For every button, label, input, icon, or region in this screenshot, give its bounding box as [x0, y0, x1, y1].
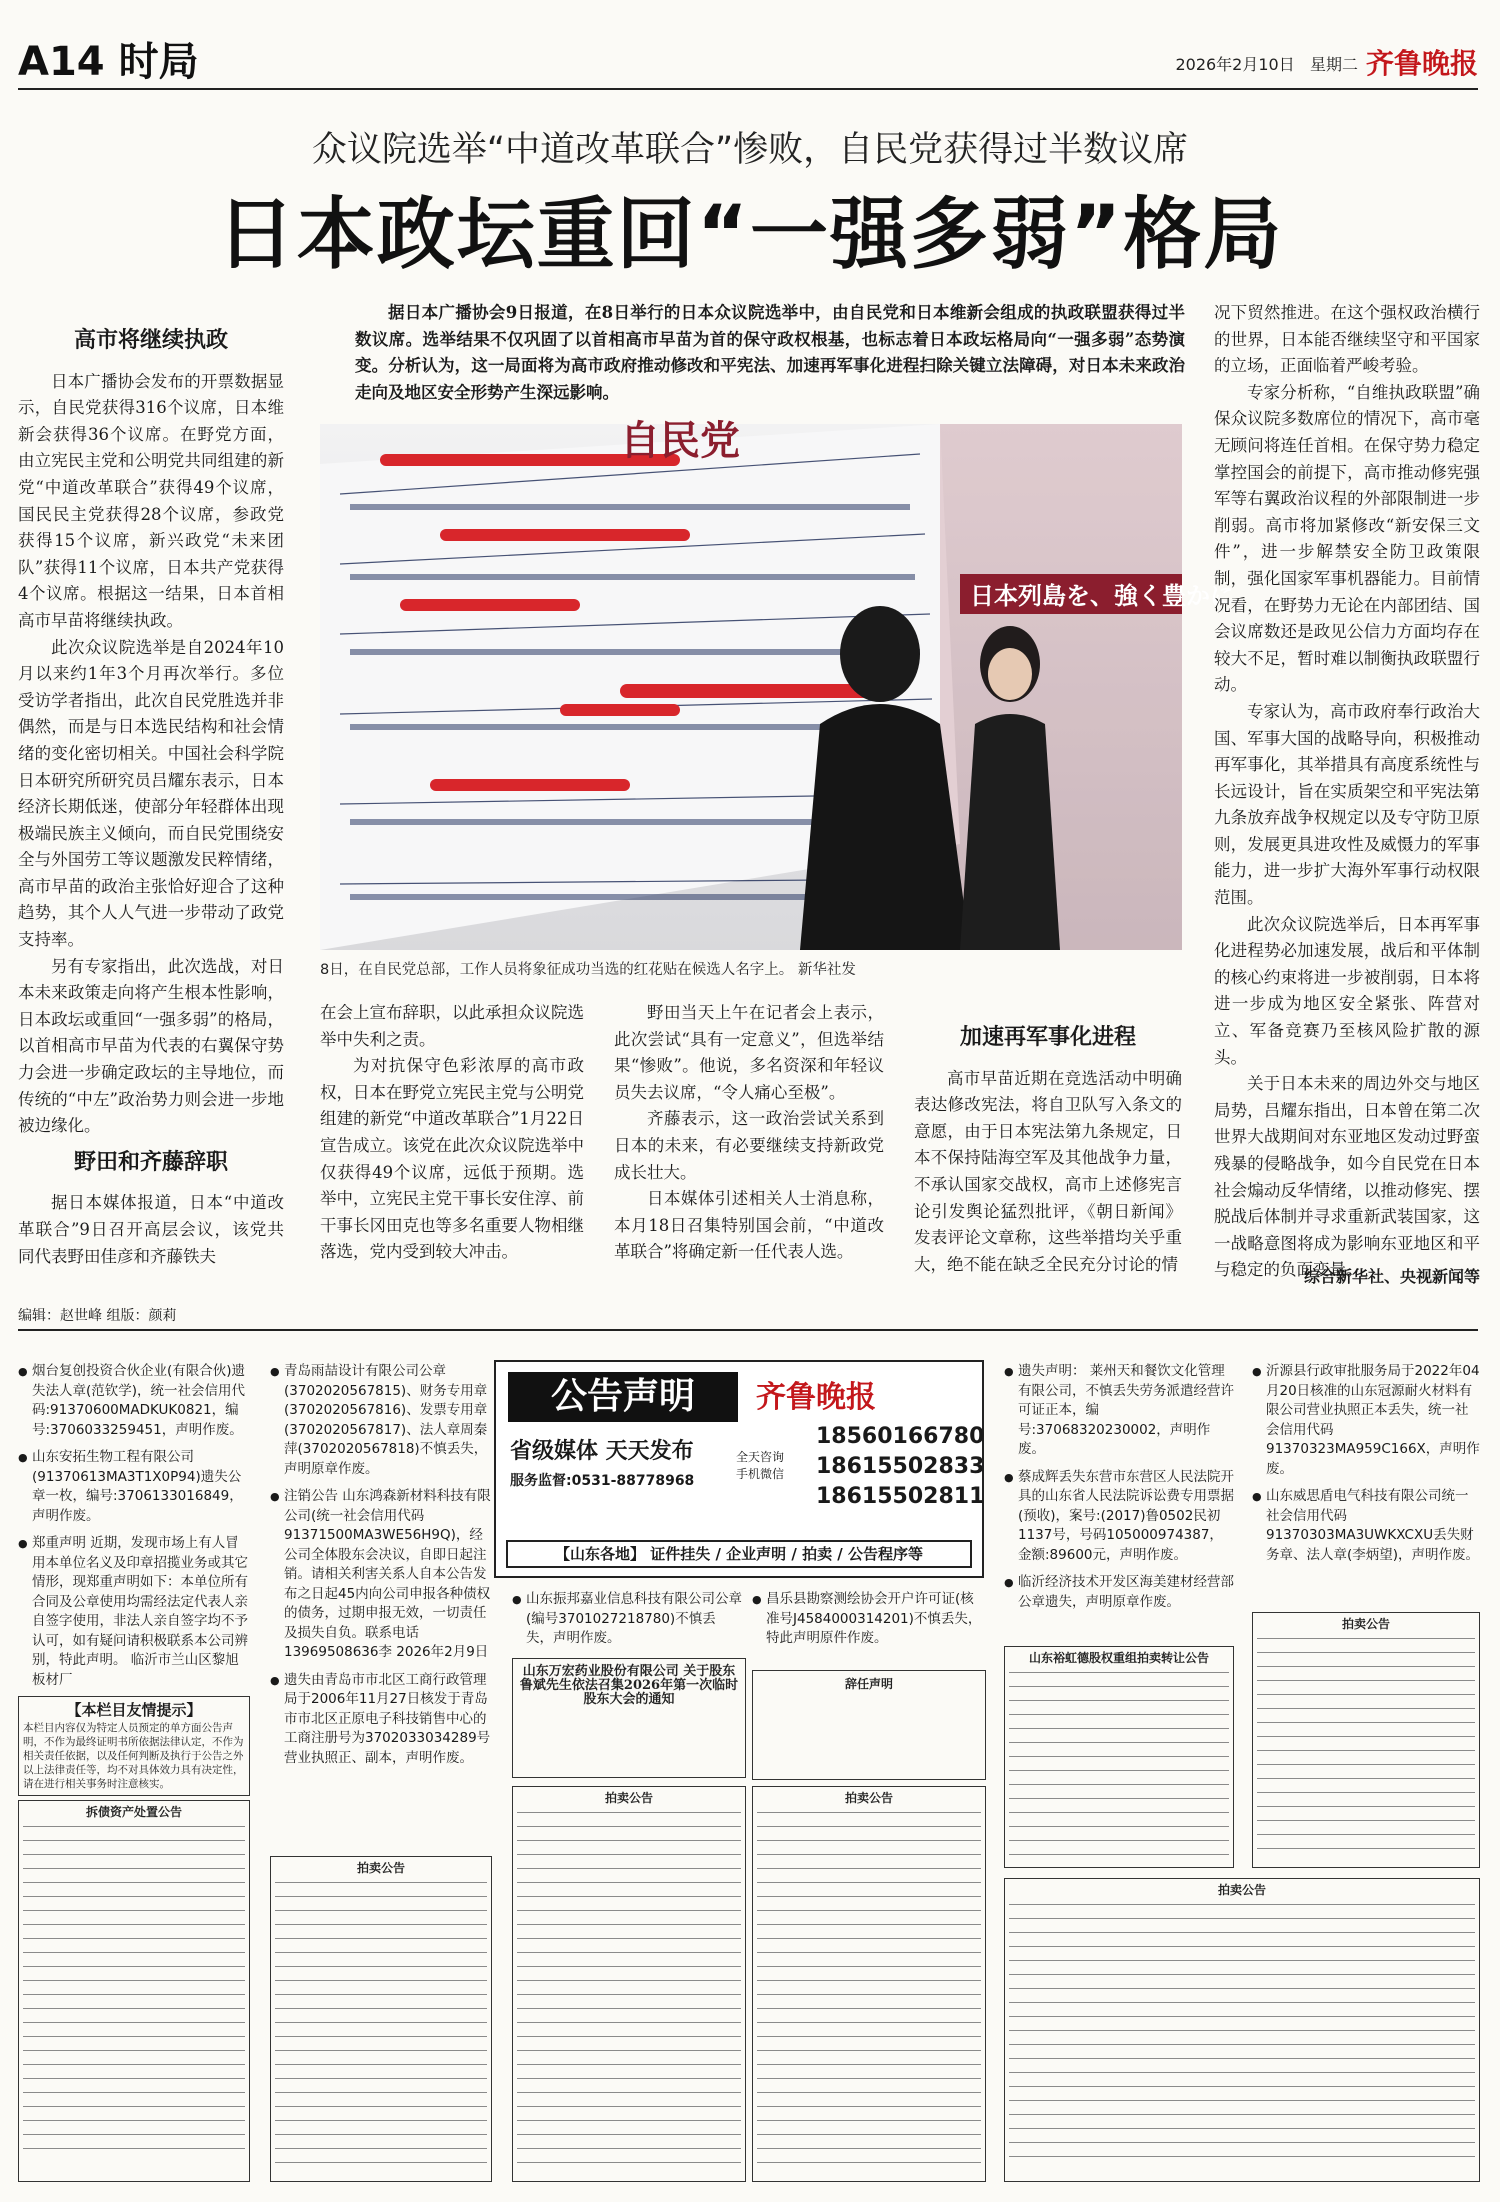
auction-notice: [512, 1786, 746, 2182]
notice-heading: 拍卖公告: [1341, 1617, 1390, 1631]
ad-item: ● 临沂经济技术开发区海美建材经营部公章遗失，声明原章作废。: [1004, 1573, 1234, 1612]
paragraph: 高市早苗近期在竞选活动中明确表达修改宪法，将自卫队写入条文的意愿，由于日本宪法第九条规定，日本不保持陆海空军及其他战争力量，不承认国家交战权，高市上述修宪言论引发舆论猛烈批评，《朝日新闻》发表评论文章称，这些举措均关乎重大，绝不能在缺乏全民充分讨论的情: [914, 1068, 1182, 1274]
auction-notice: [1004, 1878, 1480, 2182]
paragraph: 专家认为，高市政府奉行政治大国、军事大国的战略导向，积极推动再军事化，其举措具有高度系统性与长远设计，旨在实质架空和平宪法第九条放弃战争权规定以及专守防卫原则，发展更具进攻性及威慑力的军事能力，进一步扩大海外军事行动权限范围。: [1214, 701, 1480, 908]
newspaper-logo: 齐鲁晚报: [1365, 47, 1478, 80]
notice-hotline-label: 全天咨询 手机微信: [736, 1450, 785, 1481]
ad-item: ● 山东安拓生物工程有限公司(91370613MA3T1X0P94)遗失公章一枚，编号:3706133016849，声明作废。: [18, 1448, 250, 1526]
paragraph: 关于日本未来的周边外交与地区局势，吕耀东指出，日本曾在第二次世界大战期间对东亚地区发动过野蛮残暴的侵略战争，如今自民党在日本社会煽动反华情绪，以推动修宪、摆脱战后体制并寻求重新武装国家，这一战略意图将成为影响东亚地区和平与稳定的负面变量。: [1214, 1074, 1480, 1280]
fine-print-lines: [275, 1877, 487, 2167]
lead-paragraph: 据日本广播协会9日报道，在8日举行的日本众议院选举中，由自民党和日本维新会组成的执政联盟获得过半数议席。选举结果不仅巩固了以首相高市早苗为首的保守政权根基，也标志着日本政坛格局向“一强多弱”态势演变。分析认为，这一局面将为高市政府推动修改和平宪法、加速再军事化进程扫除关键立法障碍，对日本未来政治走向及地区安全形势产生深远影响。: [355, 303, 1185, 402]
equity-auction-notice: [1252, 1612, 1480, 1868]
phone-number: 18560166780: [816, 1424, 985, 1449]
fine-print-lines: [1009, 1899, 1475, 2169]
notice-tip-box: [18, 1696, 250, 1796]
tip-title: 【本栏目友情提示】: [66, 1701, 202, 1719]
notice-heading: 拍卖公告: [604, 1791, 653, 1805]
paragraph: 专家分析称，“自维执政联盟”确保众议院多数席位的情况下，高市毫无顾问将连任首相。在保守势力稳定掌控国会的前提下，高市推动修宪强军等右翼政治议程的外部限制进一步削弱。高市将加紧修改“新安保三文件”，进一步解禁安全防卫政策限制，强化国家军事机器能力。目前情况看，在野势力无论在内部团结、国会议席数还是政见公信力方面均存在较大不足，暂时难以制衡执政联盟行动。: [1214, 382, 1480, 695]
notice-heading: 辞任声明: [844, 1677, 893, 1691]
page-number: A14 时局: [18, 39, 199, 85]
ads-column-6: [1252, 1362, 1480, 1602]
phone-number: 18615502811: [816, 1484, 985, 1509]
ad-item: ● 遗失由青岛市市北区工商行政管理局于2006年11月27日核发于青岛市市北区正原电子科技销售中心的工商注册号为3702033034289号营业执照正、副本，声明作废。: [270, 1671, 492, 1769]
ad-item: ● 沂源县行政审批服务局于2022年04月20日核准的山东冠源耐火材料有限公司营业执照正本丢失，统一社会信用代码91370323MA959C166X，声明作废。: [1252, 1362, 1480, 1479]
banner-text: 自民党: [620, 418, 740, 464]
notice-logo: 齐鲁晚报: [756, 1380, 876, 1415]
ad-item: ● 烟台复创投资合伙企业(有限合伙)遗失法人章(范钦学)，统一社会信用代码:91370600MADKUK0821，编号:3706033259451，声明作废。: [18, 1362, 250, 1440]
paragraph: 据日本媒体报道，日本“中道改革联合”9日召开高层会议，该党共同代表野田佳彦和齐藤铁夫: [18, 1193, 284, 1266]
fine-print-lines: [23, 1821, 245, 2161]
column-3: [614, 1000, 884, 1290]
notice-categories: 【山东各地】 证件挂失 / 企业声明 / 拍卖 / 公告程序等: [506, 1540, 972, 1568]
photo-caption: 8日，在自民党总部，工作人员将象征成功当选的红花贴在候选人名字上。 新华社发: [320, 962, 856, 978]
photo-illustration: [320, 418, 1258, 950]
subhead-remilitarization: 加速再军事化进程: [959, 1025, 1136, 1050]
ads-column-4: [752, 1590, 986, 1660]
column-2: [320, 1000, 584, 1290]
notice-slogan: 省级媒体 天天发布: [510, 1439, 694, 1464]
fine-print-lines: [757, 1807, 981, 2167]
ad-item: ● 遗失声明： 莱州天和餐饮文化管理有限公司，不慎丢失劳务派遣经营许可证正本，编号:37068320230002，声明作废。: [1004, 1362, 1234, 1460]
resignation-notice: [752, 1670, 986, 1780]
ads-column-1: [18, 1362, 250, 1692]
fine-print-lines: [517, 1807, 741, 2167]
column-4: [914, 1015, 1182, 1290]
notice-title: 公告声明: [508, 1372, 738, 1422]
news-photo: [320, 418, 1258, 950]
paragraph: 在会上宣布辞职，以此承担众议院选举中失利之责。: [320, 1003, 584, 1049]
paragraph: 野田当天上午在记者会上表示，此次尝试“具有一定意义”，但选举结果“惨败”。他说，多名资深和年轻议员失去议席，“令人痛心至极”。: [614, 1003, 884, 1102]
source-credit: 综合新华社、央视新闻等: [1303, 1267, 1480, 1286]
ad-item: ● 山东振邦嘉业信息科技有限公司公章(编号3701027218780)不慎丢失，声明作废。: [512, 1590, 742, 1649]
debt-asset-notice: [18, 1800, 250, 2182]
paragraph: 齐藤表示，这一政治尝试关系到日本的未来，有必要继续支持新政党成长壮大。: [614, 1109, 884, 1182]
ad-item: ● 蔡成辉丢失东营市东营区人民法院开具的山东省人民法院诉讼费专用票据(预收)，案号:(2017)鲁0502民初1137号，号码105000974387，金额:89600元，声明作废。: [1004, 1468, 1234, 1566]
paragraph: 日本广播协会发布的开票数据显示，自民党获得316个议席，日本维新会获得36个议席。在野党方面，由立宪民主党和公明党共同组建的新党“中道改革联合”获得49个议席，国民民主党获得28个议席，参政党获得15个议席，新兴政党“未来团队”获得11个议席，日本共产党获得4个议席。根据这一结果，日本首相高市早苗将继续执政。: [18, 371, 284, 630]
slogan-text: 日本列島を、強く豊かに。: [970, 582, 1258, 610]
kicker: 众议院选举“中道改革联合”惨败，自民党获得过半数议席: [311, 130, 1189, 170]
issue-date: 2026年2月10日 星期二: [1175, 55, 1358, 74]
paragraph: 另有专家指出，此次选战，对日本未来政策走向将产生根本性影响，日本政坛或重回“一强多弱”的格局，以首相高市早苗为代表的右翼保守势力会进一步确定政坛的主导地位，而传统的“中左”政治势力则会进一步地被边缘化。: [18, 956, 284, 1136]
subhead-resign: 野田和齐藤辞职: [73, 1149, 228, 1175]
ads-column-2: [270, 1362, 492, 1852]
tip-text: 本栏目内容仅为特定人员预定的单方面公告声明，不作为最终证明书所依据法律认定，不作为相关责任依据，以及任何判断及执行于公告之外以上法律责任等，均不对具体效力具有决定性，请在进行相关事务时注意核实。: [23, 1721, 244, 1790]
paragraph: 此次众议院选举后，日本再军事化进程势必加速发展，战后和平体制的核心约束将进一步被削弱，日本将进一步成为地区安全紧张、阵营对立、军备竞赛乃至核风险扩散的源头。: [1214, 914, 1480, 1067]
notice-heading: 拍卖公告: [1217, 1883, 1266, 1897]
notice-heading: 拍卖公告: [844, 1791, 893, 1805]
ad-item: ● 郑重声明 近期，发现市场上有人冒用本单位名义及印章招揽业务或其它情形，现郑重声明如下：本单位所有合同及公章使用均需经法定代表人亲自签字使用，非法人亲自签字均不予认可，如有疑问请积极联系本公司辨别，特此声明。 临沂市兰山区黎旭板材厂: [18, 1534, 250, 1690]
auction-notice: [270, 1856, 492, 2182]
auction-notice: [752, 1786, 986, 2182]
ad-item: ● 注销公告 山东鸿森新材料科技有限公司(统一社会信用代码91371500MA3WE56H9Q)，经公司全体股东会决议，自即日起注销。请相关利害关系人自本公告发布之日起45内向公司申报各种债权的债务，过期申报无效，一切责任及损失自负。联系电话13969508636李 2026年2月9日: [270, 1487, 492, 1663]
fine-print-lines: [1257, 1633, 1475, 1857]
ad-item: ● 青岛雨喆设计有限公司公章(3702020567815)、财务专用章(3702020567816)、发票专用章(3702020567817)、法人章周秦萍(3702020567818)不慎丢失，声明原章作废。: [270, 1362, 492, 1479]
notice-heading: 山东裕虹德股权重组拍卖转让公告: [1028, 1651, 1209, 1665]
subhead-continue-ruling: 高市将继续执政: [73, 328, 228, 353]
auction-notice: [1004, 1646, 1234, 1868]
notice-heading: 拍卖公告: [356, 1861, 405, 1875]
notice-phones: [816, 1422, 984, 1512]
ad-item: ● 昌乐县勘察测绘协会开户许可证(核准号J4584000314201)不慎丢失，特此声明原件作废。: [752, 1590, 986, 1649]
paragraph: 此次众议院选举是自2024年10月以来约1年3个月再次举行。多位受访学者指出，此次自民党胜选并非偶然，而是与日本选民结构和社会情绪的变化密切相关。中国社会科学院日本研究所研究员吕耀东表示，日本经济长期低迷，使部分年轻群体出现极端民族主义倾向，而自民党围绕安全与外国劳工等议题激发民粹情绪，高市早苗的政治主张恰好迎合了这种趋势，其个人人气进一步带动了政党支持率。: [18, 637, 284, 950]
shareholder-meeting-notice: [512, 1658, 746, 1778]
headline: 日本政坛重回“一强多弱”格局: [216, 190, 1284, 280]
ads-column-5: [1004, 1362, 1234, 1642]
ads-column-3: [512, 1590, 742, 1660]
phone-number: 18615502833: [816, 1454, 985, 1479]
paragraph: 为对抗保守色彩浓厚的高市政权，日本在野党立宪民主党与公明党组建的新党“中道改革联合”1月22日宣告成立。该党在此次众议院选举中仅获得49个议席，远低于预期。选举中，立宪民主党干事长安住淳、前干事长冈田克也等多名重要人物相继落选，党内受到较大冲击。: [320, 1056, 584, 1262]
paragraph: 日本媒体引述相关人士消息称，本月18日召集特别国会前，“中道改革联合”将确定新一任代表人选。: [614, 1189, 884, 1262]
column-1: [18, 318, 284, 1293]
notice-supervise: 服务监督:0531-88778968: [510, 1473, 695, 1489]
fine-print-lines: [1009, 1667, 1229, 1857]
paragraph: 况下贸然推进。在这个强权政治横行的世界，日本能否继续坚守和平国家的立场，正面临着严峻考验。: [1214, 303, 1480, 376]
notice-heading: 山东万宏药业股份有限公司 关于股东鲁斌先生依法召集2026年第一次临时股东大会的通知: [519, 1664, 739, 1707]
public-notice-ad: [494, 1360, 984, 1578]
ad-item: ● 山东威思盾电气科技有限公司统一社会信用代码91370303MA3UWKXCXU丢失财务章、法人章(李炳望)，声明作废。: [1252, 1487, 1480, 1565]
page-header: [18, 30, 1478, 90]
editor-line: 编辑：赵世峰 组版：颜莉: [18, 1301, 1478, 1331]
section-name: 时局: [118, 39, 199, 85]
notice-heading: 拆债资产处置公告: [85, 1805, 182, 1819]
